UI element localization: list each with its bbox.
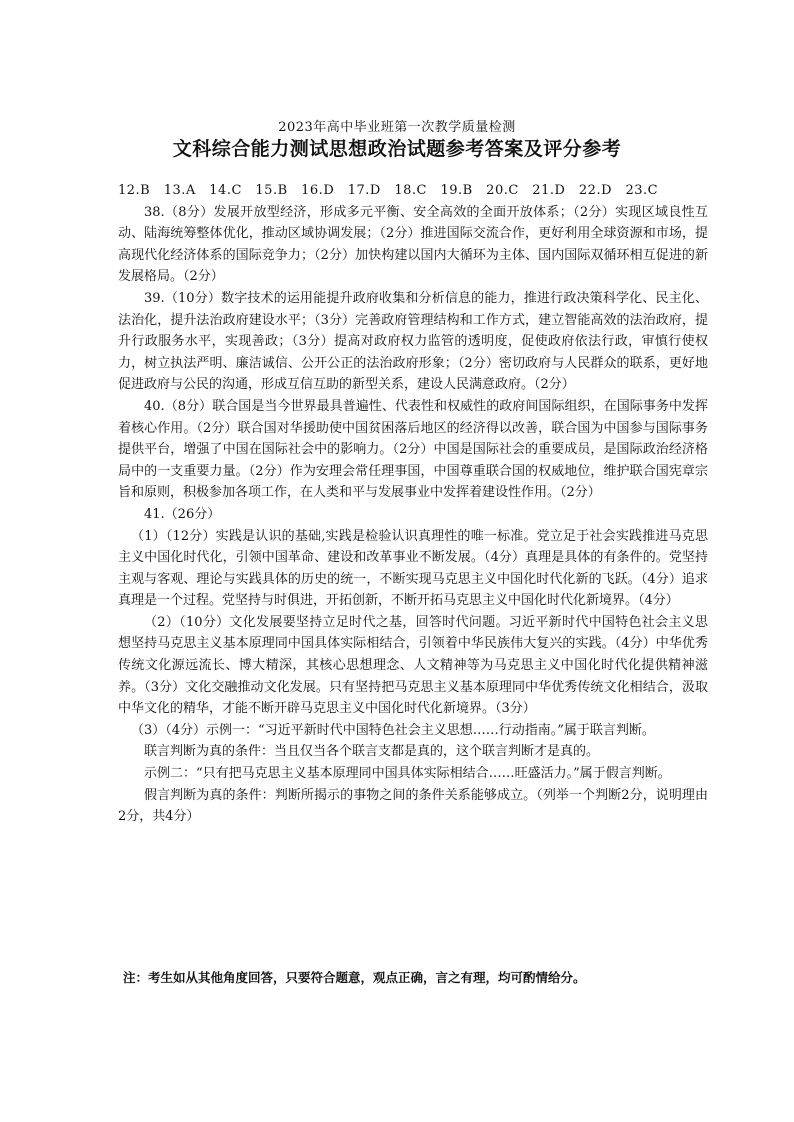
grading-note: 注：考生如从其他角度回答，只要符合题意，观点正确，言之有理，均可酌情给分。 — [123, 970, 586, 985]
answer-40: 40.（8分）联合国是当今世界最具普遍性、代表性和权威性的政府间国际组织，在国际事务中发挥着核心作用。（2分）联合国对华援助使中国贫困落后地区的经济得以改善，联合国为中国参与国际事务提供平台，增强了中国在国际社会中的影响力。（2分）中国是国际社会的重要成员，是国际政治经济格局中的一支重要力量。（2分）作为安理会常任理事国，中国尊重联合国的权威地位，维护联合国宪章宗旨和原则，积极参加各项工作，在人类和平与发展事业中发挥着建设性作用。（2分） — [118, 398, 708, 501]
exam-subtitle: 2023年高中毕业班第一次教学质量检测 — [278, 120, 516, 135]
answer-41-part1: （1）（12分）实践是认识的基础,实践是检验认识真理性的唯一标准。党立足于社会实践推进马克思主义中国化时代化，引领中国革命、建设和改革事业不断发展。（4分）真理是具体的有条件的。党坚持主观与客观、理论与实践具体的历史的统一，不断实现马克思主义中国化时代化新的飞跃。（4分）追求真理是一个过程。党坚持与时俱进，开拓创新，不断开拓马克思主义中国化时代化新境界。（4分） — [118, 528, 708, 609]
answer-content — [118, 180, 708, 828]
answer-41-part2: （2）（10分）文化发展要坚持立足时代之基，回答时代问题。习近平新时代中国特色社会主义思想坚持马克思主义基本原理同中国具体实际相结合，引领着中华民族伟大复兴的实践。（4分）中华优秀传统文化源远流长、博大精深，其核心思想理念、人文精神等为马克思主义中国化时代化提供精神滋养。（3分）文化交融推动文化发展。只有坚持把马克思主义基本原理同中华优秀传统文化相结合，汲取中华文化的精华，才能不断开辟马克思主义中国化时代化新境界。（3分） — [118, 614, 708, 717]
answer-41-part3-example2: 示例二：“只有把马克思主义基本原理同中国具体实际相结合……旺盛活力。”属于假言判断。 — [144, 766, 671, 782]
answer-39: 39.（10分）数字技术的运用能提升政府收集和分析信息的能力，推进行政决策科学化、民主化、法治化，提升法治政府建设水平；（3分）完善政府管理结构和工作方式，建立智能高效的法治政府，提升行政服务水平，实现善政；（3分）提高对政府权力监管的透明度，促使政府依法行政，审慎行使权力，树立执法严明、廉洁诚信、公开公正的法治政府形象；（2分）密切政府与人民群众的联系，更好地促进政府与公民的沟通，形成互信互助的新型关系，建设人民满意政府。（2分） — [118, 290, 708, 393]
page-title: 文科综合能力测试思想政治试题参考答案及评分参考 — [172, 138, 622, 160]
answer-41-heading: 41.（26分） — [144, 506, 221, 522]
answer-41-part3-conjunctive-condition: 联言判断为真的条件：当且仅当各个联言支都是真的，这个联言判断才是真的。 — [144, 744, 600, 760]
answer-41-part3-hypothetical-condition: 假言判断为真的条件：判断所揭示的事物之间的条件关系能够成立。（列举一个判断2分，说明理由2分，共4分） — [118, 787, 708, 825]
answer-38: 38.（8分）发展开放型经济，形成多元平衡、安全高效的全面开放体系；（2分）实现区域良性互动、陆海统筹整体优化，推动区域协调发展；（2分）推进国际交流合作，更好利用全球资源和市场，提高现代化经济体系的国际竞争力；（2分）加快构建以国内大循环为主体、国内国际双循环相互促进的新发展格局。（2分） — [118, 204, 708, 285]
answer-41-part3-example1: （3）（4分）示例一：“习近平新时代中国特色社会主义思想……行动指南。”属于联言判断。 — [131, 722, 655, 738]
multiple-choice-answers: 12.B 13.A 14.C 15.B 16.D 17.D 18.C 19.B 20.C 21.D 22.D 23.C — [118, 183, 659, 198]
